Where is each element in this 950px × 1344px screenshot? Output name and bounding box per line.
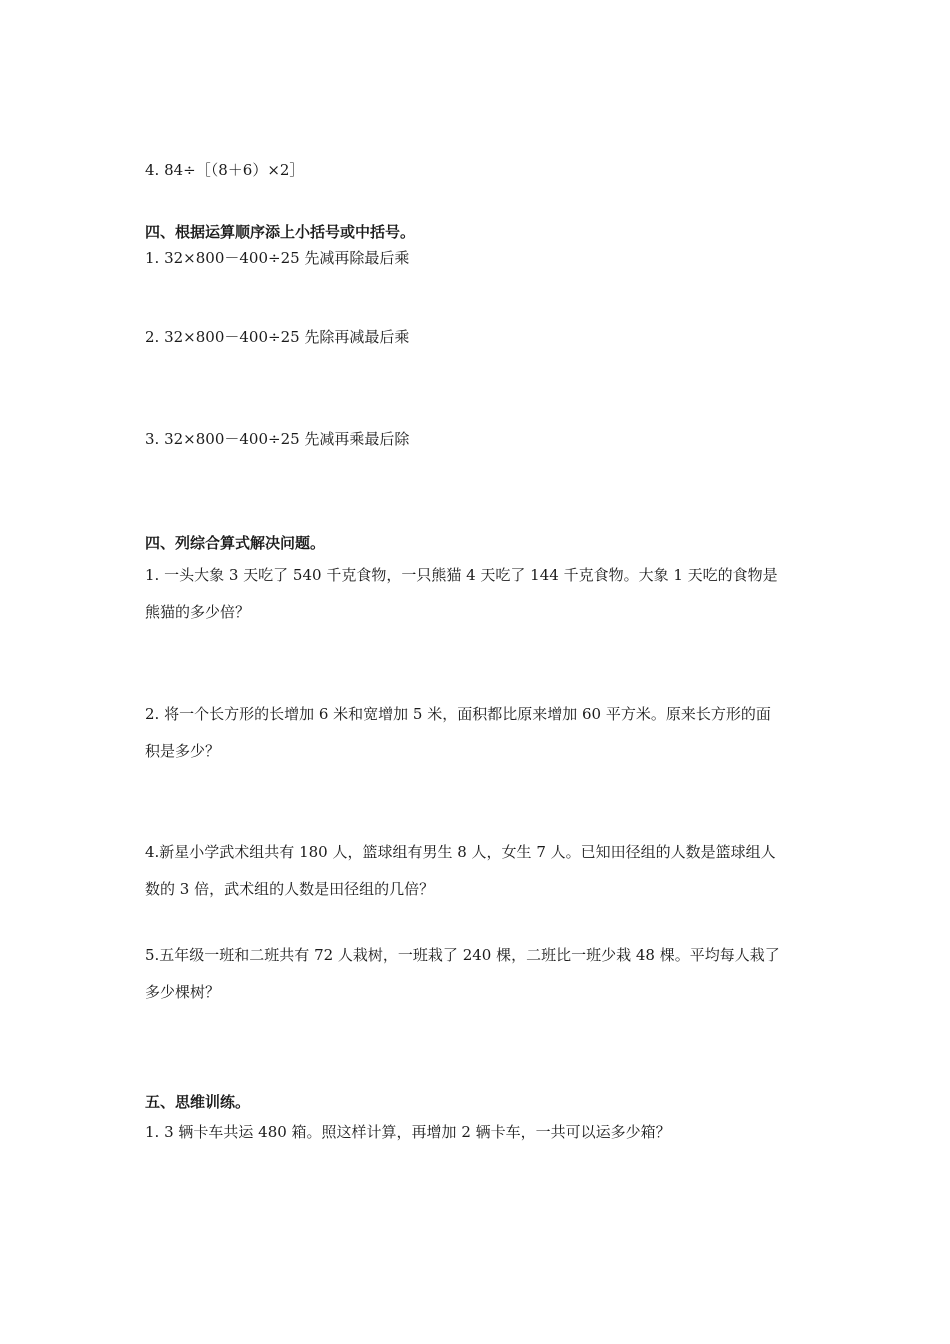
word-problem-2 <box>145 696 813 770</box>
section-title-brackets: 四、根据运算顺序添上小括号或中括号。 <box>145 223 416 241</box>
word-problem-1-line1: 1. 一头大象 3 天吃了 540 千克食物，一只熊猫 4 天吃了 144 千克食物。大象 1 天吃的食物是 <box>145 566 778 584</box>
word-problem-2-line2: 积是多少？ <box>145 742 221 760</box>
word-problem-5-line1: 5.五年级一班和二班共有 72 人栽树，一班栽了 240 棵，二班比一班少栽 48 棵。平均每人栽了 <box>145 946 780 964</box>
bracket-item-3: 3. 32×800－400÷25 先减再乘最后除 <box>145 430 410 448</box>
word-problem-4-line2: 数的 3 倍，武术组的人数是田径组的几倍？ <box>145 880 435 898</box>
word-problem-1-line2: 熊猫的多少倍？ <box>145 603 251 621</box>
bracket-item-2: 2. 32×800－400÷25 先除再减最后乘 <box>145 328 410 346</box>
word-problem-5-line2: 多少棵树？ <box>145 983 221 1001</box>
word-problem-5 <box>145 937 813 1011</box>
word-problem-4-line1: 4.新星小学武术组共有 180 人，篮球组有男生 8 人，女生 7 人。已知田径组的人数是篮球组人 <box>145 843 776 861</box>
expression-item-4: 4. 84÷［（8＋6）×2］ <box>145 161 305 179</box>
section-title-thinking: 五、思维训练。 <box>145 1093 251 1111</box>
word-problem-1 <box>145 557 813 631</box>
thinking-item-1: 1. 3 辆卡车共运 480 箱。照这样计算，再增加 2 辆卡车，一共可以运多少箱？ <box>145 1123 671 1141</box>
bracket-item-1: 1. 32×800－400÷25 先减再除最后乘 <box>145 249 410 267</box>
section-title-word-problems: 四、列综合算式解决问题。 <box>145 534 326 552</box>
word-problem-2-line1: 2. 将一个长方形的长增加 6 米和宽增加 5 米，面积都比原来增加 60 平方米。原来长方形的面 <box>145 705 771 723</box>
word-problem-4 <box>145 834 813 908</box>
